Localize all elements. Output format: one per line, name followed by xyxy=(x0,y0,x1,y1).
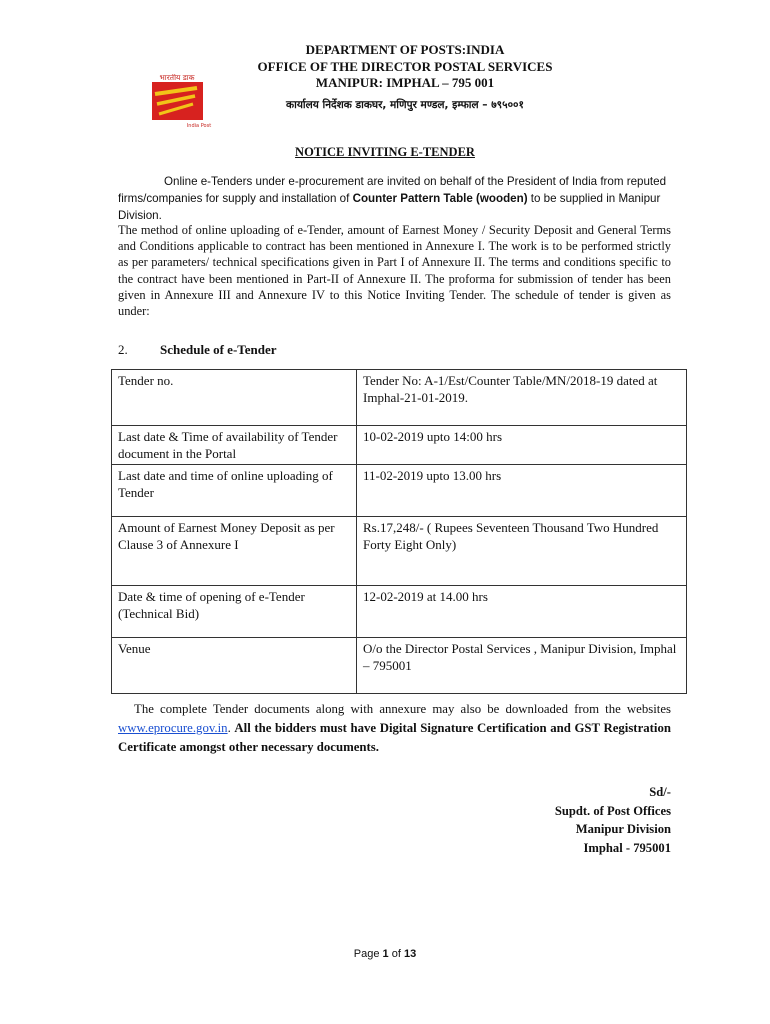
row-label: Amount of Earnest Money Deposit as per Clause 3 of Annexure I xyxy=(112,517,357,586)
row-value: Tender No: A-1/Est/Counter Table/MN/2018-19 dated at Imphal-21-01-2019. xyxy=(357,370,687,426)
row-label: Last date and time of online uploading of Tender xyxy=(112,465,357,517)
total-pages: 13 xyxy=(403,948,417,960)
india-post-logo xyxy=(133,74,241,128)
signature-division: Manipur Division xyxy=(575,822,671,836)
table-row xyxy=(112,465,687,517)
row-label: Date & time of opening of e-Tender (Technical Bid) xyxy=(112,586,357,638)
row-value: 10-02-2019 upto 14:00 hrs xyxy=(357,426,687,465)
table-row xyxy=(112,638,687,694)
section-number: 2. xyxy=(118,342,128,357)
signature-sd: Sd/- xyxy=(649,785,671,799)
eprocure-link[interactable]: www.eprocure.gov.in xyxy=(118,721,228,735)
intro-text-after: to be supplied in Manipur Division. xyxy=(118,192,661,222)
table-row xyxy=(112,517,687,586)
download-text-before: The complete Tender documents along with annexure may also be downloaded from the websites xyxy=(134,702,671,716)
row-value: O/o the Director Postal Services , Manipur Division, Imphal – 795001 xyxy=(357,638,687,694)
download-paragraph xyxy=(118,700,671,757)
row-label: Tender no. xyxy=(112,370,357,426)
page-of: of xyxy=(391,948,401,960)
table-row xyxy=(112,370,687,426)
section-title: Schedule of e-Tender xyxy=(160,342,277,357)
signature-designation: Supdt. of Post Offices xyxy=(554,803,671,818)
section-heading xyxy=(118,342,277,358)
row-label: Last date & Time of availability of Tender document in the Portal xyxy=(112,426,357,465)
signature-block xyxy=(555,783,671,857)
bidder-requirement: All the bidders must have Digital Signature Certification and GST Registration Certificate amongst other necessary documents. xyxy=(118,721,671,754)
schedule-table xyxy=(111,369,687,694)
row-label: Venue xyxy=(112,638,357,694)
intro-item-name: Counter Pattern Table (wooden) xyxy=(352,192,528,205)
logo-text-hindi: भारतीय डाक xyxy=(159,74,195,82)
header-department: DEPARTMENT OF POSTS:INDIA xyxy=(305,42,505,57)
download-text-after: . xyxy=(227,721,235,735)
header-hindi: कार्यालय निर्देशक डाकघर, मणिपुर मण्डल, इम्फाल – ७९५००१ xyxy=(286,99,524,111)
row-value: 12-02-2019 at 14.00 hrs xyxy=(357,586,687,638)
table-row xyxy=(112,426,687,465)
header-office: OFFICE OF THE DIRECTOR POSTAL SERVICES xyxy=(257,58,553,74)
intro-text-before: Online e-Tenders under e-procurement are invited on behalf of the President of India from reputed firms/companies for supply and installation of xyxy=(118,175,667,205)
method-paragraph: The method of online uploading of e-Tender, amount of Earnest Money / Security Deposit and General Terms and Conditions applicable to contract has been mentioned in Annexure I. The work is to be performed strictly as per parameters/ technical specifications given in Part I of Annexure II. The terms and conditions specific to the contract have been mentioned in Part-II of Annexure II. The proforma for submission of tender has been given in Annexure III and Annexure IV to this Notice Inviting Tender. The schedule of tender is given as under: xyxy=(118,223,671,319)
notice-title: NOTICE INVITING E-TENDER xyxy=(295,145,475,159)
row-value: 11-02-2019 upto 13.00 hrs xyxy=(357,465,687,517)
signature-place: Imphal - 795001 xyxy=(583,840,671,855)
intro-paragraph xyxy=(118,173,671,224)
page-prefix: Page xyxy=(353,948,380,960)
header-address: MANIPUR: IMPHAL – 795 001 xyxy=(315,75,495,90)
table-row xyxy=(112,586,687,638)
logo-text-english: India Post xyxy=(186,123,212,128)
page-number xyxy=(0,948,770,960)
current-page: 1 xyxy=(382,948,389,960)
row-value: Rs.17,248/- ( Rupees Seventeen Thousand Two Hundred Forty Eight Only) xyxy=(357,517,687,586)
office-header xyxy=(250,42,560,92)
